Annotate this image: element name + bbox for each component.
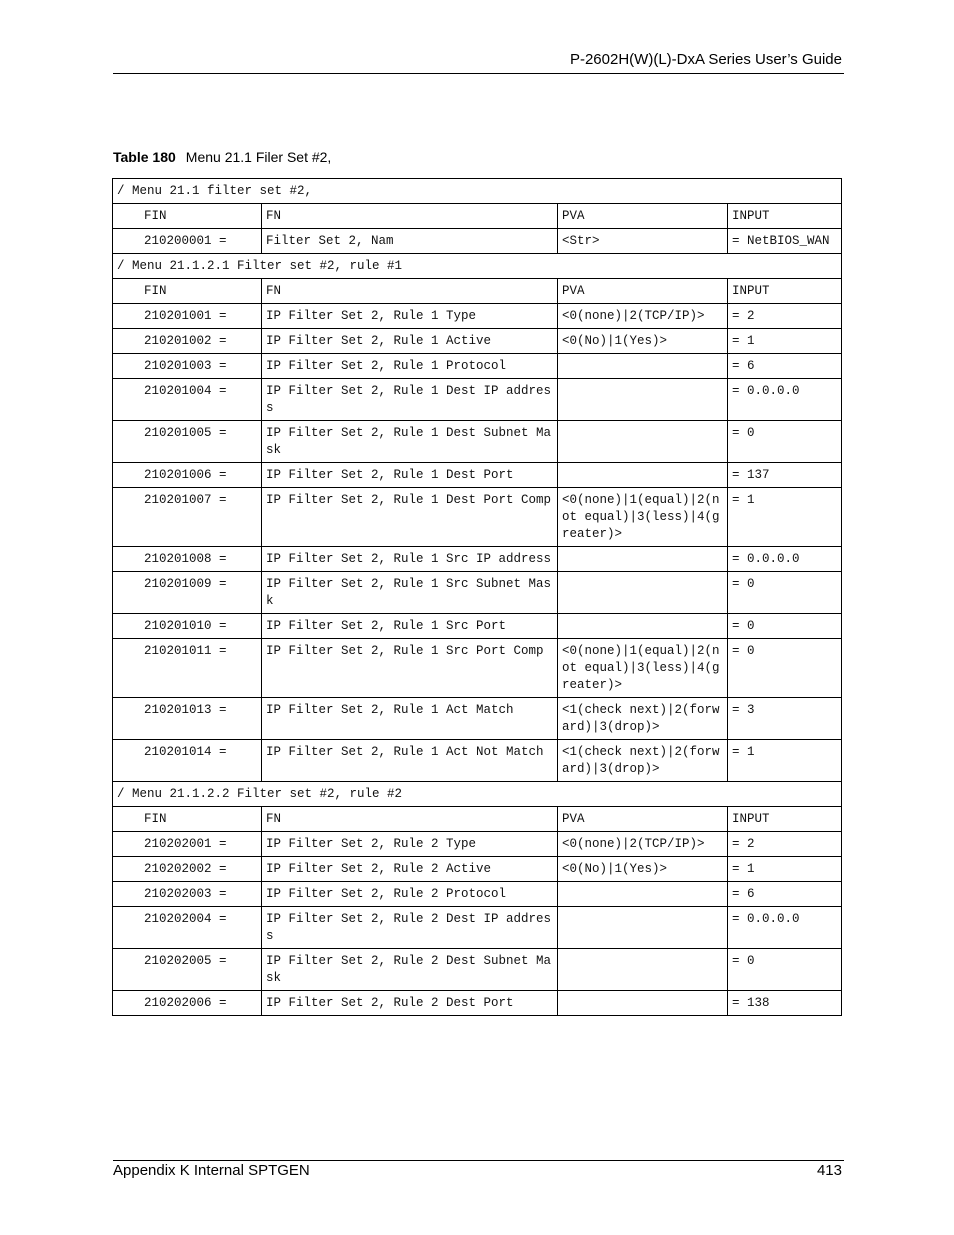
cell-input: = 1 bbox=[728, 329, 842, 354]
cell-pva bbox=[558, 379, 728, 421]
table-caption bbox=[113, 149, 331, 165]
cell-fn: IP Filter Set 2, Rule 1 Act Not Match bbox=[262, 740, 558, 782]
cell-input: = 2 bbox=[728, 304, 842, 329]
cell-fn: IP Filter Set 2, Rule 2 Protocol bbox=[262, 882, 558, 907]
sptgen-table-body bbox=[113, 179, 842, 1016]
cell-input: = NetBIOS_WAN bbox=[728, 229, 842, 254]
col-header-input: INPUT bbox=[728, 279, 842, 304]
cell-input: = 1 bbox=[728, 488, 842, 547]
cell-fin: 210201001 = bbox=[113, 304, 262, 329]
cell-input: = 0.0.0.0 bbox=[728, 907, 842, 949]
cell-fin: 210201005 = bbox=[113, 421, 262, 463]
cell-input: = 0 bbox=[728, 639, 842, 698]
cell-fn: IP Filter Set 2, Rule 1 Protocol bbox=[262, 354, 558, 379]
table-row bbox=[113, 639, 842, 698]
cell-pva: <0(No)|1(Yes)> bbox=[558, 857, 728, 882]
cell-fn: IP Filter Set 2, Rule 1 Dest IP address bbox=[262, 379, 558, 421]
cell-pva bbox=[558, 463, 728, 488]
cell-fn: IP Filter Set 2, Rule 1 Dest Subnet Mask bbox=[262, 421, 558, 463]
cell-fin: 210202005 = bbox=[113, 949, 262, 991]
cell-pva bbox=[558, 354, 728, 379]
cell-pva: <0(none)|1(equal)|2(not equal)|3(less)|4(greater)> bbox=[558, 488, 728, 547]
cell-fin: 210202004 = bbox=[113, 907, 262, 949]
cell-pva: <1(check next)|2(forward)|3(drop)> bbox=[558, 698, 728, 740]
section-title: / Menu 21.1 filter set #2, bbox=[113, 179, 842, 204]
col-header-pva: PVA bbox=[558, 204, 728, 229]
cell-fn: Filter Set 2, Nam bbox=[262, 229, 558, 254]
cell-fn: IP Filter Set 2, Rule 2 Dest Port bbox=[262, 991, 558, 1016]
table-row bbox=[113, 572, 842, 614]
sptgen-table bbox=[112, 178, 842, 1016]
cell-fin: 210201004 = bbox=[113, 379, 262, 421]
cell-pva bbox=[558, 882, 728, 907]
cell-fn: IP Filter Set 2, Rule 1 Src Subnet Mask bbox=[262, 572, 558, 614]
cell-pva bbox=[558, 991, 728, 1016]
col-header-fin: FIN bbox=[113, 279, 262, 304]
cell-pva: <0(none)|2(TCP/IP)> bbox=[558, 832, 728, 857]
cell-pva: <0(none)|1(equal)|2(not equal)|3(less)|4(greater)> bbox=[558, 639, 728, 698]
cell-input: = 0.0.0.0 bbox=[728, 547, 842, 572]
cell-fn: IP Filter Set 2, Rule 1 Act Match bbox=[262, 698, 558, 740]
table-row bbox=[113, 882, 842, 907]
cell-fn: IP Filter Set 2, Rule 1 Src Port Comp bbox=[262, 639, 558, 698]
cell-input: = 0 bbox=[728, 614, 842, 639]
col-header-fn: FN bbox=[262, 807, 558, 832]
col-header-input: INPUT bbox=[728, 204, 842, 229]
table-row bbox=[113, 907, 842, 949]
cell-fn: IP Filter Set 2, Rule 1 Type bbox=[262, 304, 558, 329]
table-row bbox=[113, 379, 842, 421]
table-caption-text: Menu 21.1 Filer Set #2, bbox=[185, 149, 332, 165]
col-header-pva: PVA bbox=[558, 279, 728, 304]
table-row bbox=[113, 740, 842, 782]
section-title-row bbox=[113, 179, 842, 204]
cell-fn: IP Filter Set 2, Rule 2 Dest Subnet Mask bbox=[262, 949, 558, 991]
cell-input: = 6 bbox=[728, 354, 842, 379]
cell-pva bbox=[558, 421, 728, 463]
column-header-row bbox=[113, 807, 842, 832]
cell-input: = 2 bbox=[728, 832, 842, 857]
cell-fin: 210201011 = bbox=[113, 639, 262, 698]
cell-pva bbox=[558, 547, 728, 572]
table-row bbox=[113, 991, 842, 1016]
cell-fin: 210200001 = bbox=[113, 229, 262, 254]
cell-pva: <0(none)|2(TCP/IP)> bbox=[558, 304, 728, 329]
cell-fn: IP Filter Set 2, Rule 1 Src Port bbox=[262, 614, 558, 639]
cell-input: = 0 bbox=[728, 572, 842, 614]
table-row bbox=[113, 698, 842, 740]
column-header-row bbox=[113, 279, 842, 304]
table-row bbox=[113, 614, 842, 639]
cell-fin: 210201007 = bbox=[113, 488, 262, 547]
cell-fn: IP Filter Set 2, Rule 2 Type bbox=[262, 832, 558, 857]
col-header-fin: FIN bbox=[113, 204, 262, 229]
table-row bbox=[113, 857, 842, 882]
column-header-row bbox=[113, 204, 842, 229]
cell-input: = 0 bbox=[728, 949, 842, 991]
cell-fin: 210202001 = bbox=[113, 832, 262, 857]
cell-input: = 1 bbox=[728, 857, 842, 882]
table-row bbox=[113, 421, 842, 463]
col-header-pva: PVA bbox=[558, 807, 728, 832]
cell-pva bbox=[558, 949, 728, 991]
cell-input: = 0 bbox=[728, 421, 842, 463]
cell-fn: IP Filter Set 2, Rule 2 Dest IP address bbox=[262, 907, 558, 949]
col-header-fn: FN bbox=[262, 279, 558, 304]
table-row bbox=[113, 488, 842, 547]
cell-fin: 210201010 = bbox=[113, 614, 262, 639]
cell-input: = 1 bbox=[728, 740, 842, 782]
cell-input: = 0.0.0.0 bbox=[728, 379, 842, 421]
cell-fn: IP Filter Set 2, Rule 2 Active bbox=[262, 857, 558, 882]
cell-pva bbox=[558, 907, 728, 949]
table-number: Table 180 bbox=[113, 149, 176, 165]
cell-fn: IP Filter Set 2, Rule 1 Src IP address bbox=[262, 547, 558, 572]
section-title: / Menu 21.1.2.2 Filter set #2, rule #2 bbox=[113, 782, 842, 807]
col-header-fn: FN bbox=[262, 204, 558, 229]
cell-fin: 210201008 = bbox=[113, 547, 262, 572]
table-row bbox=[113, 547, 842, 572]
cell-fn: IP Filter Set 2, Rule 1 Active bbox=[262, 329, 558, 354]
cell-fin: 210202002 = bbox=[113, 857, 262, 882]
section-title-row bbox=[113, 254, 842, 279]
cell-fin: 210201009 = bbox=[113, 572, 262, 614]
table-row bbox=[113, 949, 842, 991]
cell-fin: 210201013 = bbox=[113, 698, 262, 740]
cell-input: = 137 bbox=[728, 463, 842, 488]
page-number: 413 bbox=[816, 1162, 842, 1179]
cell-fin: 210202003 = bbox=[113, 882, 262, 907]
cell-pva bbox=[558, 572, 728, 614]
cell-fn: IP Filter Set 2, Rule 1 Dest Port Comp bbox=[262, 488, 558, 547]
cell-fin: 210201014 = bbox=[113, 740, 262, 782]
table-row bbox=[113, 832, 842, 857]
table-row bbox=[113, 329, 842, 354]
table-row bbox=[113, 463, 842, 488]
cell-input: = 6 bbox=[728, 882, 842, 907]
cell-fin: 210201003 = bbox=[113, 354, 262, 379]
footer-rule bbox=[113, 1160, 844, 1161]
header-rule bbox=[113, 73, 844, 74]
section-title: / Menu 21.1.2.1 Filter set #2, rule #1 bbox=[113, 254, 842, 279]
cell-fin: 210201006 = bbox=[113, 463, 262, 488]
table-row bbox=[113, 229, 842, 254]
cell-pva: <1(check next)|2(forward)|3(drop)> bbox=[558, 740, 728, 782]
cell-fn: IP Filter Set 2, Rule 1 Dest Port bbox=[262, 463, 558, 488]
cell-fin: 210202006 = bbox=[113, 991, 262, 1016]
table-row bbox=[113, 354, 842, 379]
table-row bbox=[113, 304, 842, 329]
cell-input: = 138 bbox=[728, 991, 842, 1016]
cell-pva: <Str> bbox=[558, 229, 728, 254]
cell-pva: <0(No)|1(Yes)> bbox=[558, 329, 728, 354]
footer-section-title: Appendix K Internal SPTGEN bbox=[113, 1162, 310, 1179]
cell-fin: 210201002 = bbox=[113, 329, 262, 354]
running-header-title: P-2602H(W)(L)-DxA Series User’s Guide bbox=[569, 51, 842, 68]
col-header-fin: FIN bbox=[113, 807, 262, 832]
section-title-row bbox=[113, 782, 842, 807]
cell-input: = 3 bbox=[728, 698, 842, 740]
col-header-input: INPUT bbox=[728, 807, 842, 832]
cell-pva bbox=[558, 614, 728, 639]
